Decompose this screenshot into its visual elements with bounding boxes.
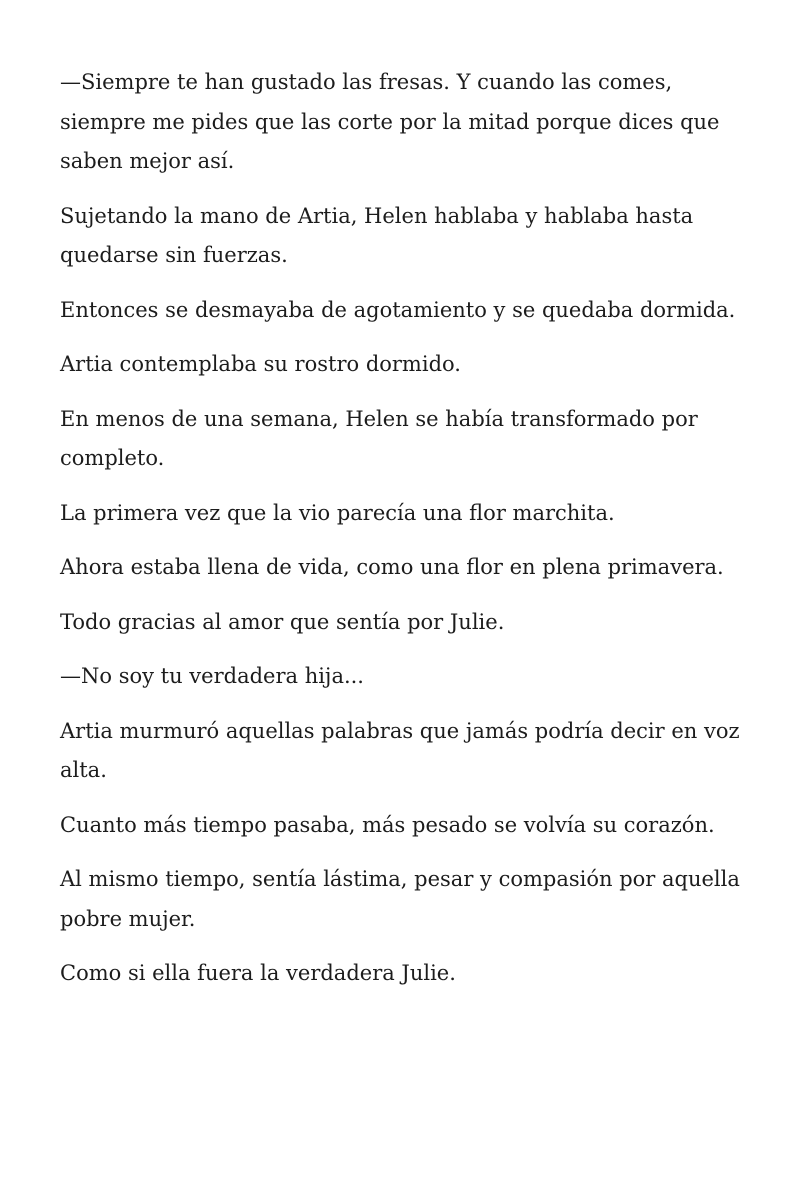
paragraph: Como si ella fuera la verdadera Julie. <box>60 961 456 985</box>
paragraph: Ahora estaba llena de vida, como una flor en plena primavera. <box>60 555 724 579</box>
paragraph: En menos de una semana, Helen se había transformado por completo. <box>60 406 698 470</box>
paragraph: La primera vez que la vio parecía una flor marchita. <box>60 500 615 525</box>
paragraph: Todo gracias al amor que sentía por Julie. <box>60 609 505 634</box>
paragraph: Artia contemplaba su rostro dormido. <box>60 352 461 376</box>
paragraph: —Siempre te han gustado las fresas. Y cuando las comes, siempre me pides que las corte por la mitad porque dices que saben mejor así. <box>60 70 720 173</box>
paragraph: Cuanto más tiempo pasaba, más pesado se volvía su corazón. <box>60 812 715 837</box>
paragraph: Artia murmuró aquellas palabras que jamás podría decir en voz alta. <box>60 718 740 782</box>
paragraph: Sujetando la mano de Artia, Helen hablaba y hablaba hasta quedarse sin fuerzas. <box>60 203 694 267</box>
paragraph: Al mismo tiempo, sentía lástima, pesar y compasión por aquella pobre mujer. <box>60 867 740 931</box>
paragraph: —No soy tu verdadera hija... <box>60 664 364 688</box>
paragraph: Entonces se desmayaba de agotamiento y se quedaba dormida. <box>60 297 736 322</box>
